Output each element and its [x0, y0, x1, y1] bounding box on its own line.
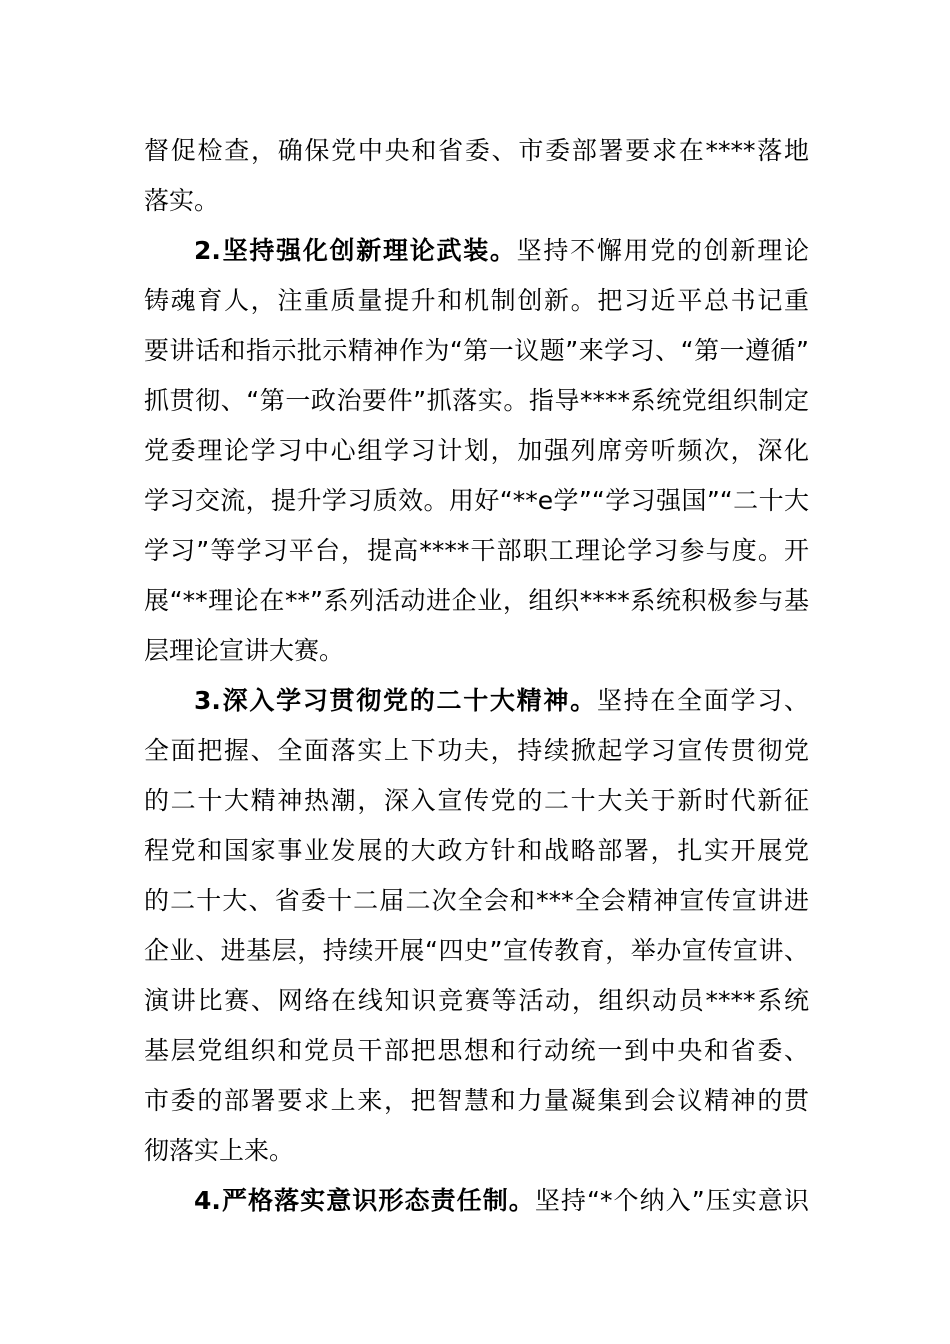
paragraph-line: 的二十大、省委十二届二次全会和***全会精神宣传宣讲进	[144, 886, 809, 915]
paragraph-line: 铸魂育人，注重质量提升和机制创新。把习近平总书记重	[144, 286, 809, 315]
paragraph-line: 层理论宣讲大赛。	[144, 636, 345, 665]
paragraph-line: 学习”等学习平台，提高****干部职工理论学习参与度。开	[144, 536, 809, 565]
paragraph-first-line	[144, 676, 809, 726]
paragraph-text: 坚持不懈用党的创新理论	[516, 236, 809, 265]
paragraph-line: 彻落实上来。	[144, 1136, 295, 1165]
paragraph-line: 落实。	[144, 186, 220, 215]
paragraph-line: 展“**理论在**”系列活动进企业，组织****系统积极参与基	[144, 586, 809, 615]
paragraph-line: 企业、进基层，持续开展“四史”宣传教育，举办宣传宣讲、	[144, 936, 809, 965]
paragraph-line: 市委的部署要求上来，把智慧和力量凝集到会议精神的贯	[144, 1086, 809, 1115]
document-body	[144, 126, 809, 1226]
paragraph-text: 坚持“*个纳入”压实意识	[534, 1186, 809, 1215]
section-heading: 3.深入学习贯彻党的二十大精神。	[194, 686, 597, 715]
paragraph-line: 党委理论学习中心组学习计划，加强列席旁听频次，深化	[144, 436, 809, 465]
paragraph-line: 演讲比赛、网络在线知识竞赛等活动，组织动员****系统	[144, 986, 809, 1015]
paragraph-first-line	[144, 226, 809, 276]
paragraph-line: 学习交流，提升学习质效。用好“**e学”“学习强国”“二十大	[144, 486, 809, 515]
paragraph-first-line	[144, 1176, 809, 1226]
paragraph-line: 要讲话和指示批示精神作为“第一议题”来学习、“第一遵循”	[144, 336, 809, 365]
paragraph-line: 抓贯彻、“第一政治要件”抓落实。指导****系统党组织制定	[144, 386, 809, 415]
section-heading: 4.严格落实意识形态责任制。	[194, 1186, 535, 1215]
paragraph-line: 基层党组织和党员干部把思想和行动统一到中央和省委、	[144, 1036, 809, 1065]
paragraph-line: 的二十大精神热潮，深入宣传党的二十大关于新时代新征	[144, 786, 809, 815]
paragraph-line: 程党和国家事业发展的大政方针和战略部署，扎实开展党	[144, 836, 809, 865]
paragraph-line: 全面把握、全面落实上下功夫，持续掀起学习宣传贯彻党	[144, 736, 809, 765]
paragraph-text: 坚持在全面学习、	[596, 686, 809, 715]
paragraph-line: 督促检查，确保党中央和省委、市委部署要求在****落地	[144, 136, 809, 165]
section-heading: 2.坚持强化创新理论武装。	[194, 236, 517, 265]
